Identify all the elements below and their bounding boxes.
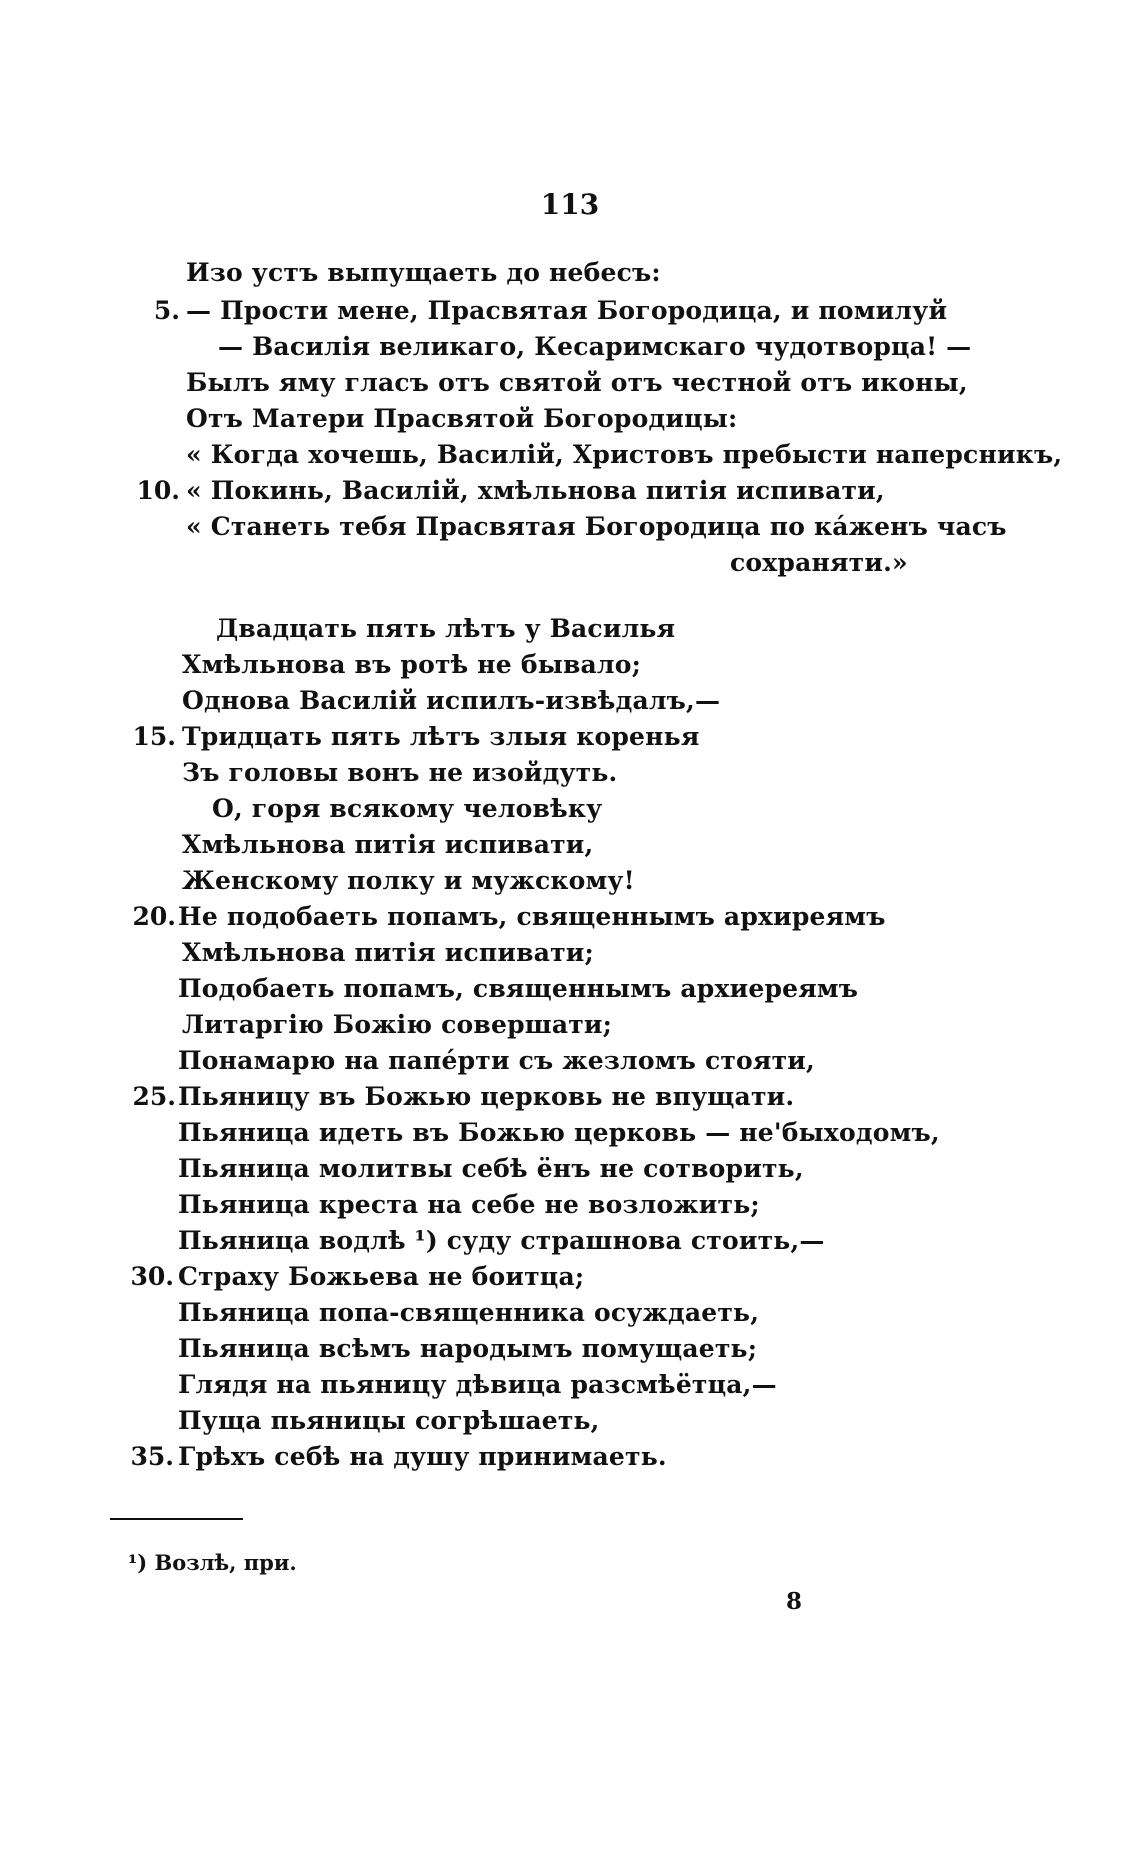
line-number: 15.	[132, 722, 176, 751]
verse-line: Хмѣльнова питія испивати;	[182, 938, 594, 967]
verse-line: Пьяница идеть въ Божью церковь — не'быходомъ,	[178, 1118, 940, 1147]
verse-line: Пьяница всѣмъ народымъ помущаеть;	[178, 1334, 758, 1363]
verse-line: Двадцать пять лѣтъ у Василья	[216, 614, 676, 643]
line-number: 30.	[130, 1262, 174, 1291]
line-number: 5.	[153, 296, 180, 325]
line-number: 25.	[132, 1082, 176, 1111]
verse-line: « Станеть тебя Прасвятая Богородица по кáженъ часъ	[186, 512, 1007, 541]
verse-line: — Прости мене, Прасвятая Богородица, и помилуй	[186, 296, 948, 325]
verse-line: Пьяница молитвы себѣ ёнъ не сотворить,	[178, 1154, 804, 1183]
verse-line: Грѣхъ себѣ на душу принимаеть.	[178, 1442, 667, 1471]
verse-line: Пьяницу въ Божью церковь не впущати.	[178, 1082, 795, 1111]
verse-line: « Покинь, Василій, хмѣльнова питія испивати,	[186, 476, 885, 505]
verse-line: сохраняти.»	[730, 548, 908, 577]
verse-line: Хмѣльнова питія испивати,	[182, 830, 594, 859]
footnote: ¹) Возлѣ, при.	[128, 1550, 297, 1575]
verse-line: О, горя всякому человѣку	[212, 794, 603, 823]
verse-line: Подобаеть попамъ, священнымъ архиереямъ	[178, 974, 859, 1003]
verse-line: Не подобаеть попамъ, священнымъ архиреямъ	[178, 902, 886, 931]
verse-line: Былъ яму гласъ отъ святой отъ честной отъ иконы,	[186, 368, 968, 397]
line-number: 20.	[132, 902, 176, 931]
verse-line: Тридцать пять лѣтъ злыя коренья	[182, 722, 700, 751]
printer-signature-mark: 8	[786, 1588, 803, 1615]
verse-line: Страху Божьева не боитца;	[178, 1262, 585, 1291]
verse-line: Пуща пьяницы согрѣшаеть,	[178, 1406, 600, 1435]
page-number: 113	[540, 188, 600, 221]
verse-line: Глядя на пьяницу дѣвица разсмѣётца,—	[178, 1370, 777, 1399]
verse-line: Женскому полку и мужскому!	[182, 866, 635, 895]
verse-line: « Когда хочешь, Василій, Христовъ пребысти наперсникъ,	[186, 440, 1063, 469]
verse-line: Литаргію Божію совершати;	[182, 1010, 613, 1039]
verse-line: Хмѣльнова въ ротѣ не бывало;	[182, 650, 642, 679]
verse-line: Отъ Матери Прасвятой Богородицы:	[186, 404, 738, 433]
footnote-divider	[110, 1518, 243, 1520]
verse-line: Зъ головы вонъ не изойдуть.	[182, 758, 618, 787]
line-number: 10.	[136, 476, 180, 505]
verse-line: Однова Василій испилъ-извѣдалъ,—	[182, 686, 721, 715]
line-number: 35.	[130, 1442, 174, 1471]
verse-line: Пьяница креста на себе не возложить;	[178, 1190, 760, 1219]
verse-line: — Василія великаго, Кесаримскаго чудотворца! —	[218, 332, 972, 361]
verse-line: Пьяница попа-священника осуждаеть,	[178, 1298, 760, 1327]
verse-line: Пьяница водлѣ ¹) суду страшнова стоить,—	[178, 1226, 825, 1255]
verse-line: Понамарю на папéрти съ жезломъ стояти,	[178, 1046, 815, 1075]
verse-line: Изо устъ выпущаеть до небесъ:	[186, 258, 661, 287]
